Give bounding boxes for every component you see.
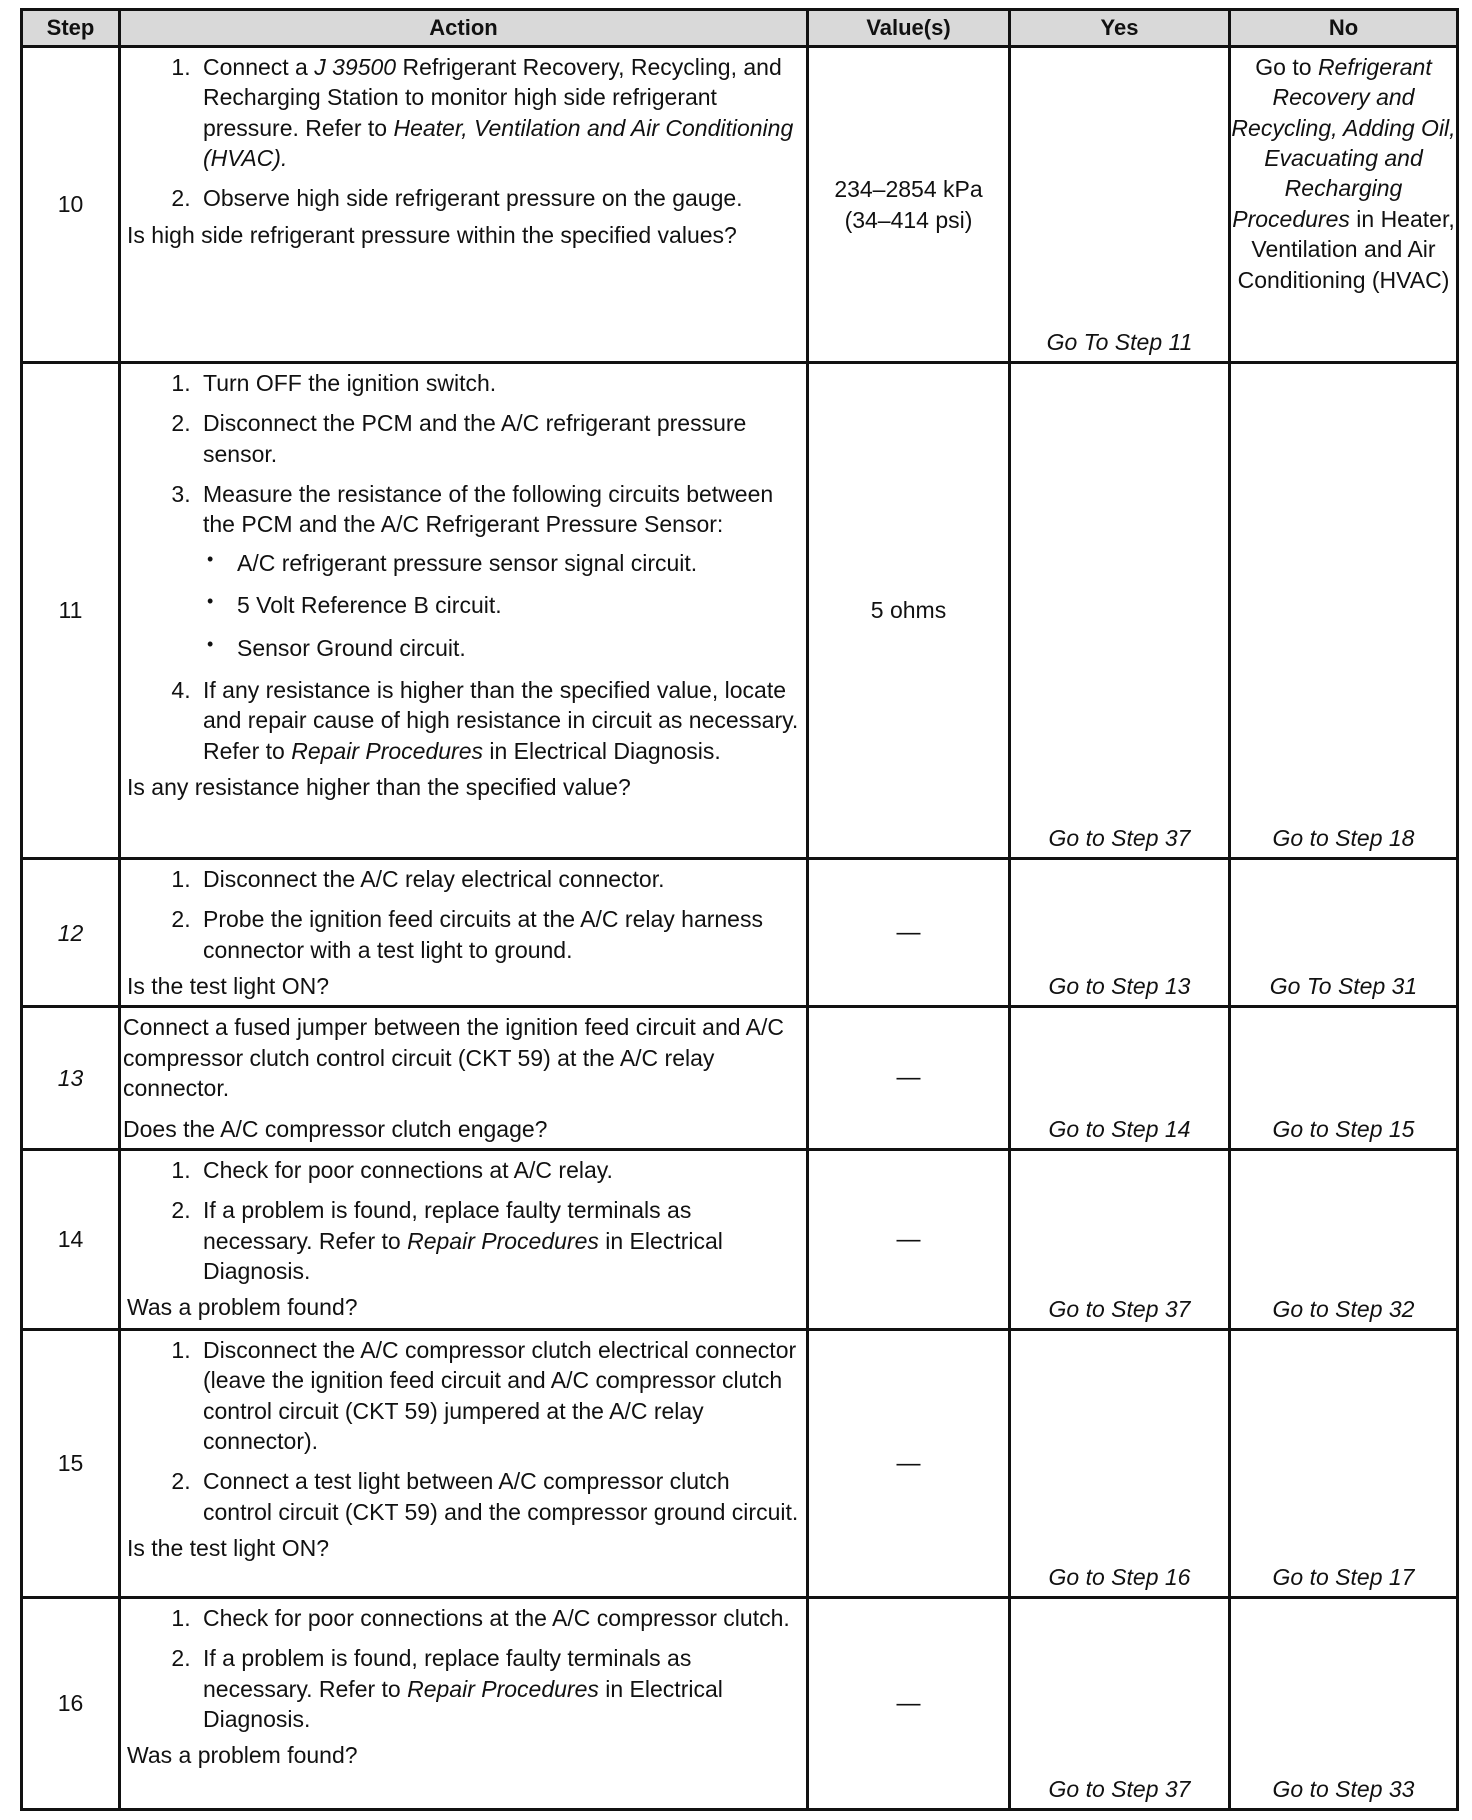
yes-cell: Go to Step 13 [1010,859,1230,1007]
yes-cell: Go to Step 37 [1010,1597,1230,1809]
table-row [22,1149,1458,1329]
no-cell: Go to Step 15 [1230,1007,1458,1149]
action-step: 1. Connect a J 39500 Refrigerant Recovery, Recycling, and Recharging Station to monitor high side refrigerant pressure. Refer to Heater, Ventilation and Air Conditioning (HVAC). [197,52,800,173]
action-steps [127,864,800,965]
value-cell: — [808,859,1010,1007]
header-action: Action [120,10,808,47]
value-cell: 234–2854 kPa (34–414 psi) [808,47,1010,363]
step-number: 15 [22,1329,120,1597]
circuit-list [203,548,800,663]
table-row [22,1329,1458,1597]
no-cell: Go to Step 33 [1230,1597,1458,1809]
yes-cell: Go to Step 16 [1010,1329,1230,1597]
action-cell [120,1597,808,1809]
action-cell [120,859,808,1007]
question-text: Was a problem found? [127,1742,358,1769]
value-cell: — [808,1007,1010,1149]
question-text: Is any resistance higher than the specified value? [127,773,631,800]
header-yes: Yes [1010,10,1230,47]
yes-cell: Go to Step 37 [1010,1149,1230,1329]
question-text: Does the A/C compressor clutch engage? [123,1115,548,1142]
action-text: Connect a fused jumper between the ignition feed circuit and A/C compressor clutch control circuit (CKT 59) at the A/C relay connector. [123,1014,785,1102]
list-item: • A/C refrigerant pressure sensor signal circuit. [233,548,800,578]
action-cell [120,1149,808,1329]
no-cell: Go to Refrigerant Recovery and Recycling, Adding Oil, Evacuating and Recharging Procedures in Heater, Ventilation and Air Conditioning (HVAC) [1230,47,1458,363]
no-cell: Go To Step 31 [1230,859,1458,1007]
action-step: 3. Measure the resistance of the following circuits between the PCM and the A/C Refrigerant Pressure Sensor: • A/C refrigerant pressure sensor signal circuit. • 5 Volt Reference B circuit. • Sensor Ground circuit. [197,479,800,663]
diagnostic-table [20,8,1459,1811]
no-cell: Go to Step 32 [1230,1149,1458,1329]
list-item: • 5 Volt Reference B circuit. [233,590,800,620]
action-step: 1. Disconnect the A/C compressor clutch electrical connector (leave the ignition feed circuit and A/C compressor clutch control circuit (CKT 59) jumpered at the A/C relay connector). [197,1335,800,1456]
no-cell: Go to Step 17 [1230,1329,1458,1597]
step-number: 10 [22,47,120,363]
table-row [22,47,1458,363]
action-steps [127,1335,800,1527]
action-steps [127,368,800,766]
action-step: 1. Disconnect the A/C relay electrical connector. [197,864,800,894]
value-cell: — [808,1149,1010,1329]
question-text: Is the test light ON? [127,973,329,1000]
yes-cell: Go to Step 14 [1010,1007,1230,1149]
action-step: 2. Observe high side refrigerant pressure on the gauge. [197,183,800,213]
value-cell: — [808,1329,1010,1597]
action-steps [127,1603,800,1734]
header-row [22,10,1458,47]
action-step: 1. Turn OFF the ignition switch. [197,368,800,398]
action-cell [120,47,808,363]
action-cell [120,363,808,859]
question-text: Is the test light ON? [127,1535,329,1562]
table-row [22,363,1458,859]
table-row [22,859,1458,1007]
no-cell: Go to Step 18 [1230,363,1458,859]
table-row [22,1597,1458,1809]
action-step: 1. Check for poor connections at A/C relay. [197,1155,800,1185]
step-number: 16 [22,1597,120,1809]
header-no: No [1230,10,1458,47]
action-step: 2. Connect a test light between A/C compressor clutch control circuit (CKT 59) and the compressor ground circuit. [197,1466,800,1527]
step-number: 11 [22,363,120,859]
action-cell [120,1329,808,1597]
header-step: Step [22,10,120,47]
action-steps [127,52,800,214]
step-number: 13 [22,1007,120,1149]
question-text: Is high side refrigerant pressure within the specified values? [127,221,737,248]
action-step: 2. Probe the ignition feed circuits at the A/C relay harness connector with a test light to ground. [197,904,800,965]
action-step: 1. Check for poor connections at the A/C compressor clutch. [197,1603,800,1633]
action-step: 2. If a problem is found, replace faulty terminals as necessary. Refer to Repair Procedures in Electrical Diagnosis. [197,1643,800,1734]
action-step: 2. Disconnect the PCM and the A/C refrigerant pressure sensor. [197,408,800,469]
action-steps [127,1155,800,1286]
step-number: 12 [22,859,120,1007]
header-values: Value(s) [808,10,1010,47]
list-item: • Sensor Ground circuit. [233,633,800,663]
value-cell: — [808,1597,1010,1809]
action-cell [120,1007,808,1149]
yes-cell: Go to Step 37 [1010,363,1230,859]
action-step: 4. If any resistance is higher than the specified value, locate and repair cause of high resistance in circuit as necessary. Refer to Repair Procedures in Electrical Diagnosis. [197,675,800,766]
question-text: Was a problem found? [127,1294,358,1321]
action-step: 2. If a problem is found, replace faulty terminals as necessary. Refer to Repair Procedures in Electrical Diagnosis. [197,1195,800,1286]
yes-cell: Go To Step 11 [1010,47,1230,363]
value-cell: 5 ohms [808,363,1010,859]
table-row [22,1007,1458,1149]
step-number: 14 [22,1149,120,1329]
